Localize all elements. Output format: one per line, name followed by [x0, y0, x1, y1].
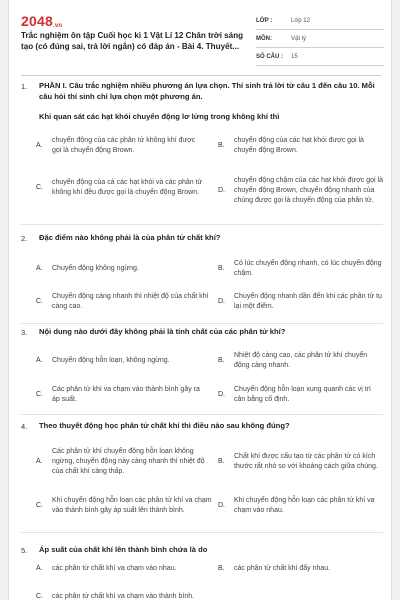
option-letter: B. [218, 265, 225, 272]
question-divider [21, 323, 383, 324]
option-text: chuyển động của cả các hạt khói và các phân tử không khí đều được gọi là chuyển động Brown. [52, 179, 203, 196]
option-text: Chất khí được cấu tạo từ các phân tử có kích thước rất nhỏ so với khoảng cách giữa chúng. [234, 453, 378, 470]
option-letter: C. [36, 184, 43, 191]
question-divider [21, 532, 383, 533]
option-text: các phân tử chất khí va chạm vào nhau. [52, 565, 177, 572]
option-text: Có lúc chuyển động nhanh, có lúc chuyển động chậm. [234, 260, 382, 277]
document-title: Trắc nghiệm ôn tập Cuối học kì 1 Vật Lí 12 Chân trời sáng tạo (có đúng sai, trả lời ngắn) có đáp án - Bài 4. Thuyết... [21, 31, 244, 51]
option-letter: A. [36, 265, 43, 272]
logo-suffix: .vn [52, 23, 63, 29]
option-letter: D. [218, 502, 225, 509]
option-text: Chuyển động nhanh dần đến khi các phân tử tụ lại một điểm. [234, 293, 382, 310]
option-text: chuyển động của các phân tử không khí được gọi là chuyển động Brown. [52, 137, 196, 154]
meta-value: 15 [291, 53, 298, 60]
option-letter: A. [36, 357, 43, 364]
option-c[interactable] [36, 168, 216, 208]
document-header [9, 0, 391, 66]
option-text: Khi chuyển động hỗn loạn các phân tử khí va chạm vào nhau. [234, 497, 375, 514]
option-letter: A. [36, 565, 43, 572]
option-a[interactable] [36, 442, 214, 482]
option-c[interactable] [36, 590, 214, 600]
option-d[interactable] [218, 486, 383, 526]
site-logo[interactable] [21, 13, 62, 29]
option-letter: B. [218, 142, 225, 149]
option-letter: B. [218, 357, 225, 364]
meta-value: Vật lý [291, 35, 307, 42]
option-a[interactable] [36, 562, 206, 576]
question-number: 5. [21, 546, 28, 555]
option-letter: C. [36, 593, 43, 600]
meta-row-class [256, 12, 384, 30]
option-letter: D. [218, 391, 225, 398]
option-text: Các phân tử khí va chạm vào thành bình gây ra áp suất. [52, 386, 200, 403]
option-letter: C. [36, 502, 43, 509]
meta-label: LỚP : [256, 17, 273, 24]
option-text: Chuyển động hỗn loạn, không ngừng. [52, 357, 170, 364]
option-a[interactable] [36, 131, 206, 161]
meta-label: MÔN: [256, 35, 272, 42]
option-b[interactable] [218, 254, 383, 284]
option-c[interactable] [36, 380, 206, 410]
option-letter: D. [218, 187, 225, 194]
logo-text: 2048 [21, 13, 53, 29]
option-text: các phân tử chất khí va chạm vào thành bình. [52, 593, 195, 600]
option-letter: B. [218, 565, 225, 572]
question-text: Đặc điểm nào không phải là của phân tử chất khí? [39, 233, 221, 242]
option-b[interactable] [218, 562, 383, 576]
option-a[interactable] [36, 254, 206, 284]
option-text: chuyển động của các hạt khói được gọi là chuyển động Brown. [234, 137, 364, 154]
option-b[interactable] [218, 131, 383, 161]
question-divider [21, 224, 383, 225]
question-divider [21, 414, 383, 415]
question-text: Áp suất của chất khí lên thành bình chứa là do [39, 545, 208, 554]
question-number: 4. [21, 422, 28, 431]
option-text: Chuyển động hỗn loạn xung quanh các vị trí cân bằng cố định. [234, 386, 371, 403]
document-page [8, 0, 392, 600]
option-letter: D. [218, 298, 225, 305]
option-text: Khi chuyển động hỗn loạn các phân tử khí va chạm vào thành bình gây áp suất lên thành bình. [52, 497, 212, 514]
option-text: Chuyển động càng nhanh thì nhiệt độ của chất khí càng cao. [52, 293, 209, 310]
option-c[interactable] [36, 287, 214, 317]
option-letter: C. [36, 391, 43, 398]
option-d[interactable] [218, 166, 383, 216]
option-a[interactable] [36, 346, 206, 376]
meta-row-subject [256, 30, 384, 48]
option-d[interactable] [218, 287, 383, 317]
option-letter: A. [36, 458, 43, 465]
option-text: Chuyển động không ngừng. [52, 265, 139, 272]
option-letter: C. [36, 298, 43, 305]
option-c[interactable] [36, 486, 214, 526]
meta-row-count [256, 48, 384, 66]
meta-label: SỐ CÂU : [256, 53, 283, 60]
option-text: Các phân tử khí chuyển động hỗn loạn không ngừng, chuyển động này càng nhanh thì nhiệt độ của chất khí càng thấp. [52, 448, 205, 475]
option-text: chuyển động chậm của các hạt khói được gọi là chuyển động Brown, chuyển động nhanh của chúng được gọi là chuyển động của phân tử. [234, 177, 383, 204]
option-letter: A. [36, 142, 43, 149]
section-instructions: PHẦN I. Câu trắc nghiệm nhiều phương án lựa chọn. Thí sinh trả lời từ câu 1 đến câu 10. Mỗi câu hỏi thí sinh chỉ lựa chọn một phương án. [39, 81, 375, 101]
question-text: Khi quan sát các hạt khói chuyển động lơ lửng trong không khí thì [39, 112, 280, 121]
header-divider [21, 75, 381, 76]
question-number: 1. [21, 82, 28, 91]
option-letter: B. [218, 458, 225, 465]
document-meta-table [256, 12, 384, 66]
question-text: Theo thuyết động học phân tử chất khí thì điều nào sau không đúng? [39, 421, 290, 430]
option-b[interactable] [218, 442, 383, 482]
question-text: Nội dung nào dưới đây không phải là tính chất của các phân tử khí? [39, 327, 286, 336]
option-text: Nhiệt độ càng cao, các phân tử khí chuyển động càng nhanh. [234, 352, 368, 369]
question-number: 3. [21, 328, 28, 337]
question-number: 2. [21, 234, 28, 243]
meta-value: Lớp 12 [291, 17, 310, 24]
option-b[interactable] [218, 346, 383, 376]
option-d[interactable] [218, 380, 383, 410]
option-text: các phân tử chất khí đẩy nhau. [234, 565, 331, 572]
